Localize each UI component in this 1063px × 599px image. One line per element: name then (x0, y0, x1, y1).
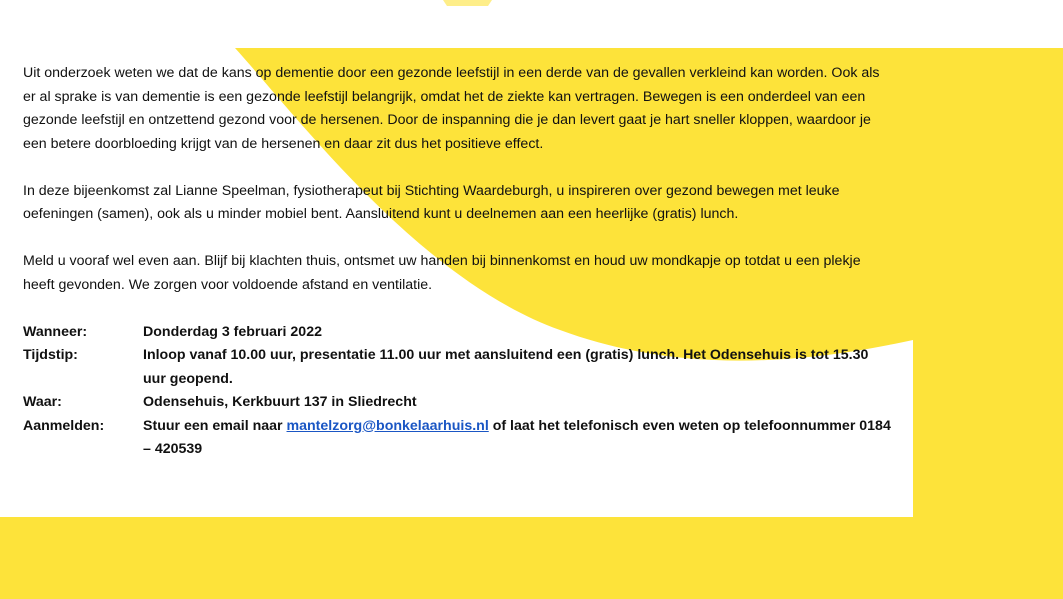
paragraph-intro: Uit onderzoek weten we dat de kans op dementie door een gezonde leefstijl in een derde van de gevallen verkleind kan worden. Ook als er al sprake is van dementie is een gezonde leefstijl belangrijk, omdat het de ziekte kan vertragen. Bewegen is een onderdeel van een gezonde leefstijl en ontzettend gezond voor de hersenen. Door de inspanning die je dan levert gaat je hart sneller kloppen, waardoor je een betere doorbloeding krijgt van de hersenen en daar zit dus het positieve effect. (23, 65, 880, 152)
detail-value-when: Donderdag 3 februari 2022 (143, 323, 322, 340)
paragraph-meeting: In deze bijeenkomst zal Lianne Speelman, fysiotherapeut bij Stichting Waardeburgh, u inspireren over gezond bewegen met leuke oefeningen (samen), ook als u minder mobiel bent. Aansluitend kunt u deelnemen aan een heerlijke (gratis) lunch. (23, 182, 840, 222)
flyer-content (23, 62, 893, 462)
detail-label-where: Waar: (23, 394, 62, 410)
email-link[interactable]: mantelzorg@bonkelaarhuis.nl (286, 417, 489, 434)
logo-fragment (443, 0, 492, 6)
detail-value-where: Odensehuis, Kerkbuurt 137 in Sliedrecht (143, 394, 417, 410)
event-details (23, 321, 893, 462)
detail-label-when: Wanneer: (23, 323, 88, 340)
signup-prefix: Stuur een email naar (143, 417, 287, 434)
detail-row-signup (23, 415, 893, 462)
detail-label-signup: Aanmelden: (23, 417, 105, 434)
detail-value-signup (143, 415, 893, 462)
detail-row-where (23, 391, 893, 415)
white-top-strip (0, 0, 1063, 48)
signup-suffix: of laat het telefonisch even weten op telefoonnummer 0184 – 420539 (143, 417, 891, 457)
detail-value-time: Inloop vanaf 10.00 uur, presentatie 11.00 uur met aansluitend een (gratis) lunch. Het Odensehuis is tot 15.30 uur geopend. (143, 347, 869, 387)
detail-label-time: Tijdstip: (23, 347, 78, 363)
paragraph-instructions: Meld u vooraf wel even aan. Blijf bij klachten thuis, ontsmet uw handen bij binnenkomst en houd uw mondkapje op totdat u een plekje heeft gevonden. We zorgen voor voldoende afstand en ventilatie. (23, 253, 861, 293)
detail-row-time (23, 344, 893, 391)
detail-row-when (23, 321, 893, 345)
